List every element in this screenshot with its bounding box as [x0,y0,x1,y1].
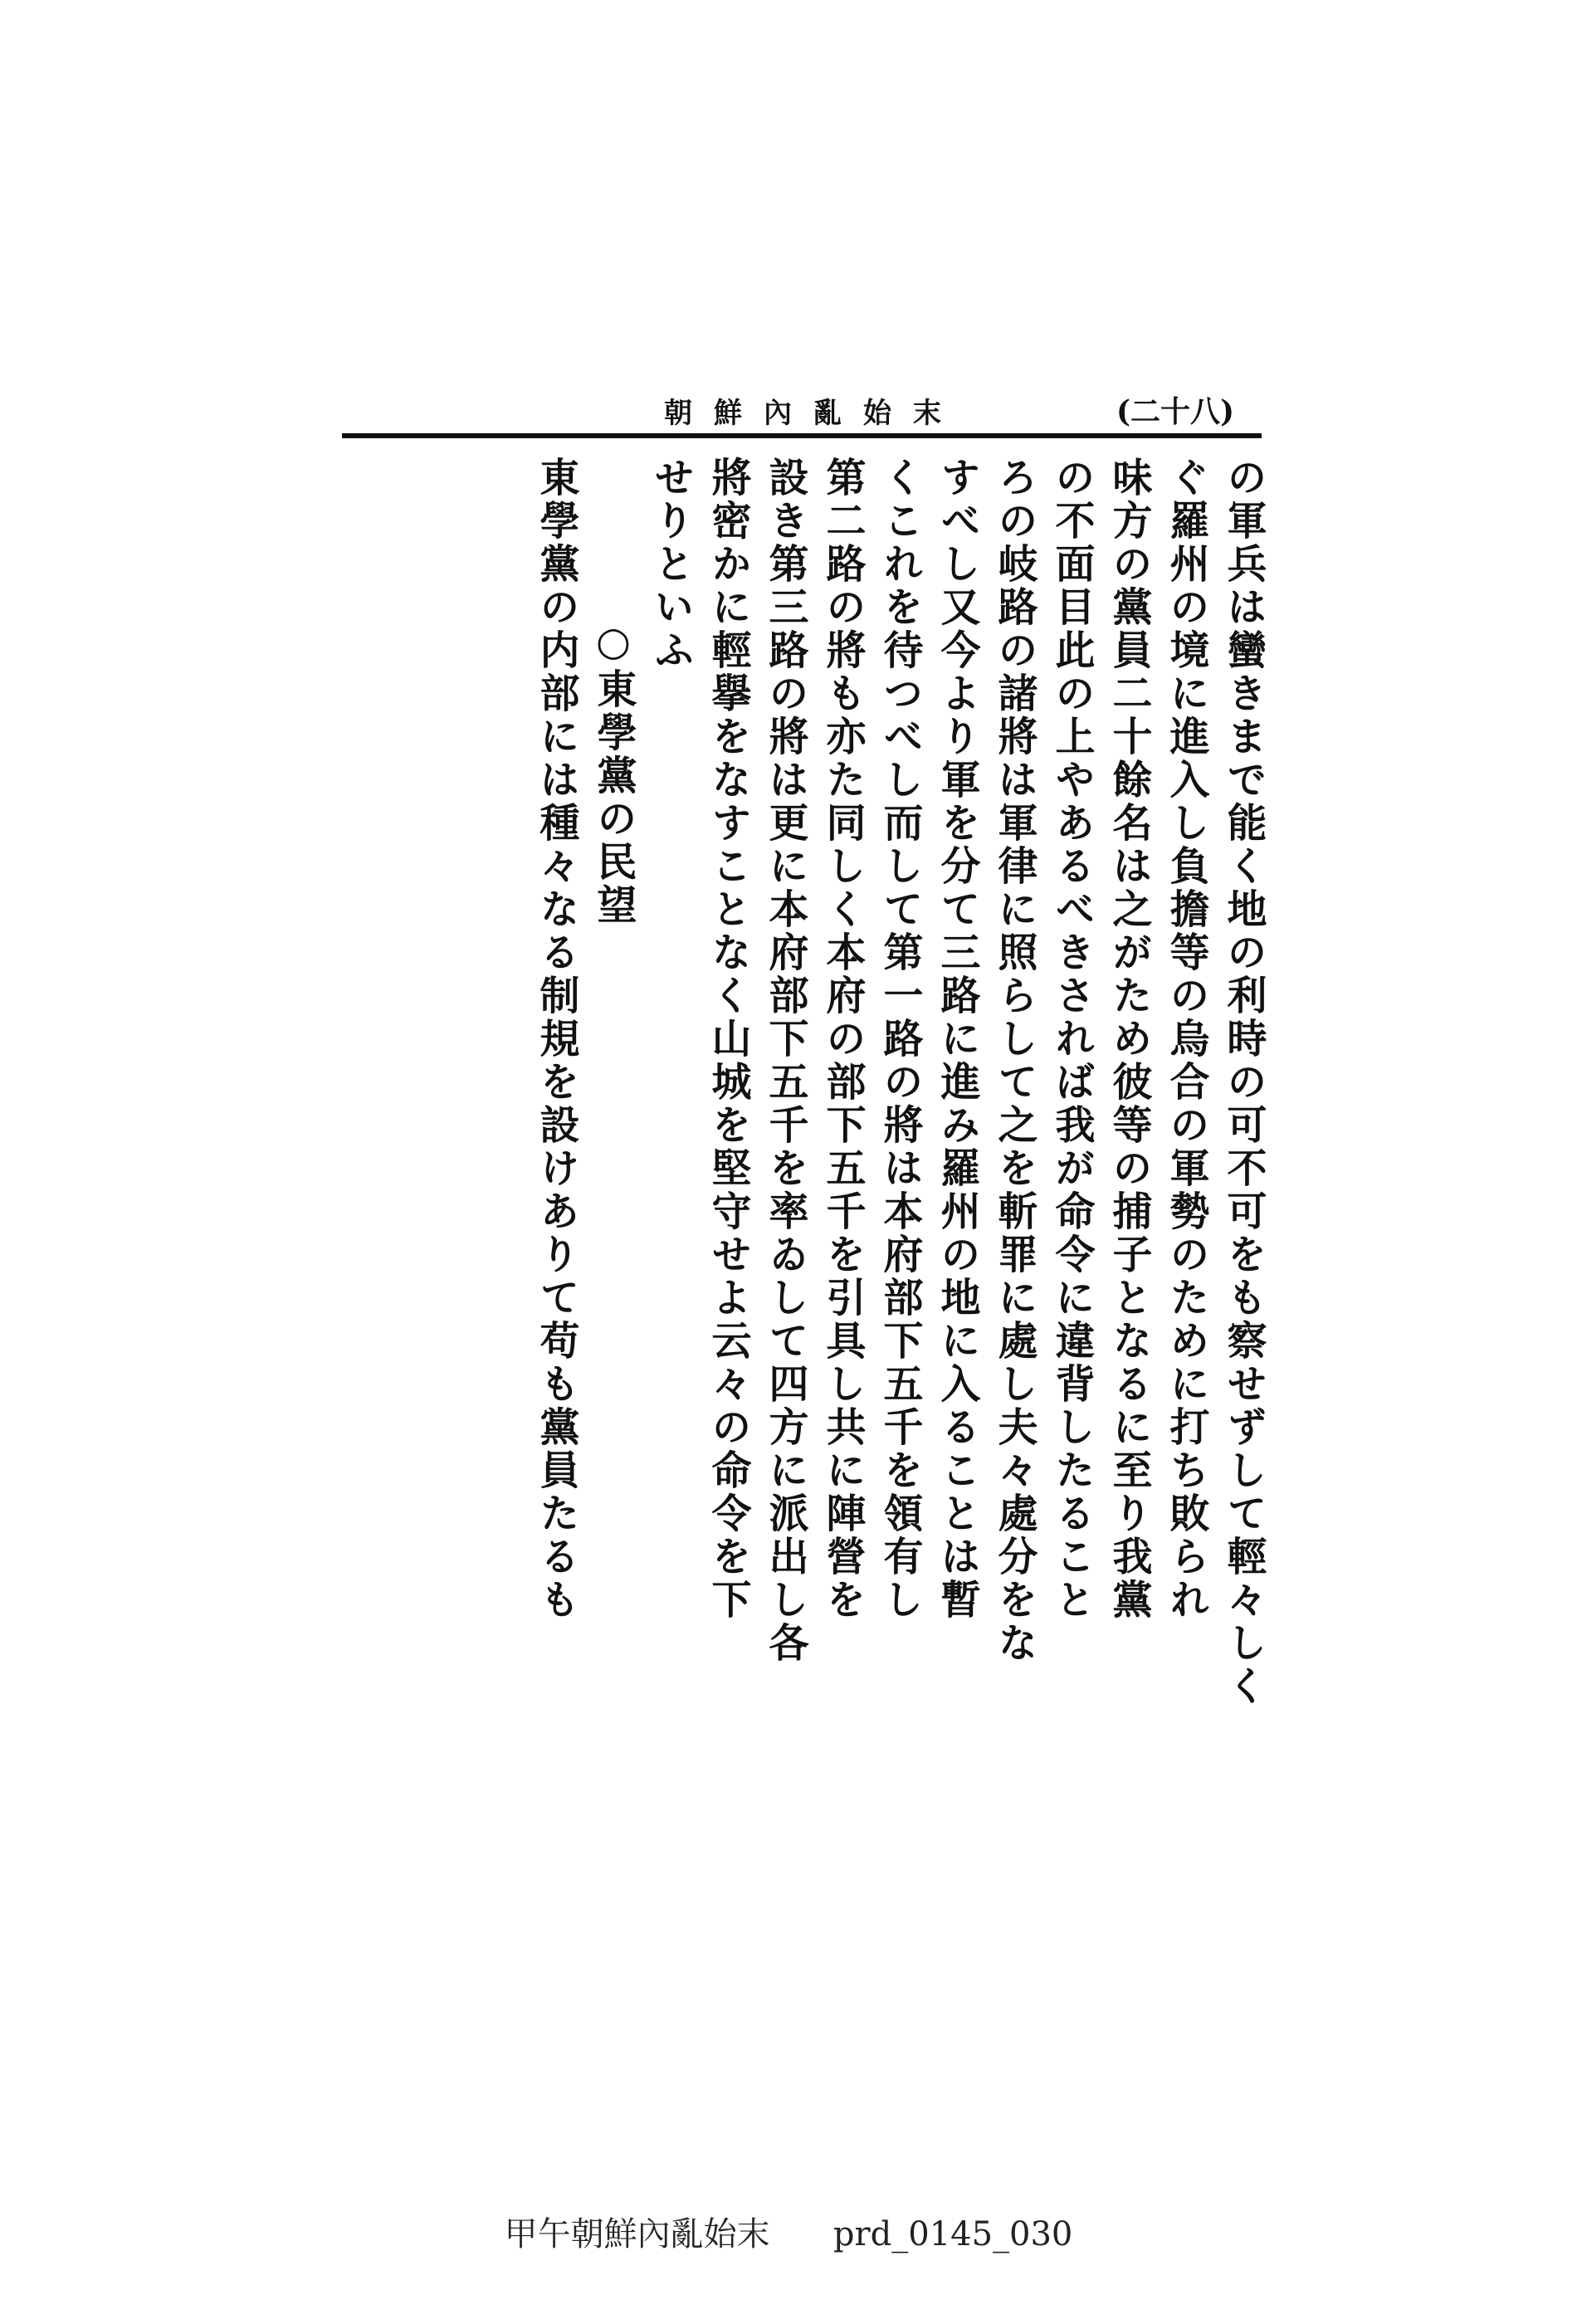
text-column-11: せりといふ [647,456,694,672]
text-column-10: 將密かに輕擧をなすことなく山城を堅守せよ云々の命令を下 [705,456,751,1622]
text-column-7: くこれを待つべし而して第一路の將は本府部下五千を領有し [876,456,923,1622]
vertical-text-body [317,456,1272,1967]
text-column-6: すべし又今より軍を分て三路に進み羅州の地に入ることは暫 [934,456,980,1622]
page-number: (二十八) [1116,394,1235,429]
footer-label [0,2208,1577,2255]
footer-source-title: 甲午朝鮮內亂始末 [504,2215,770,2253]
text-column-9: 設き第三路の將は更に本府部下五千を率ゐして四方に派出し各 [762,456,808,1665]
text-column-4: の不面目此の上やあるべきされば我が命令に違背したること [1048,456,1095,1622]
text-column-3: 味方の黨員二十餘名は之がため彼等の捕子となるに至り我黨 [1106,456,1152,1622]
footer-image-id: prd_0145_030 [832,2215,1073,2253]
text-column-2: ぐ羅州の境に進入し負擔等の烏合の軍勢のために打ち敗られ [1163,456,1209,1622]
text-column-8: 第二路の將も亦た同しく本府の部下五千を引具し共に陣營を [819,456,866,1622]
section-heading: ○東學黨の民望 [590,618,637,927]
text-column-13: 東學黨の内部には種々なる制規を設けありて苟も黨員たるも [533,456,579,1622]
header-rule [342,433,1262,438]
running-header-title: 朝鮮內亂始末 [664,397,963,430]
text-column-1: の軍兵は蠻きまで能く地の利時の可不可をも察せずして輕々しく [1220,456,1267,1708]
text-column-5: ろの岐路の諸將は軍律に照らして之を斬罪に處し夫々處分をな [991,456,1038,1665]
